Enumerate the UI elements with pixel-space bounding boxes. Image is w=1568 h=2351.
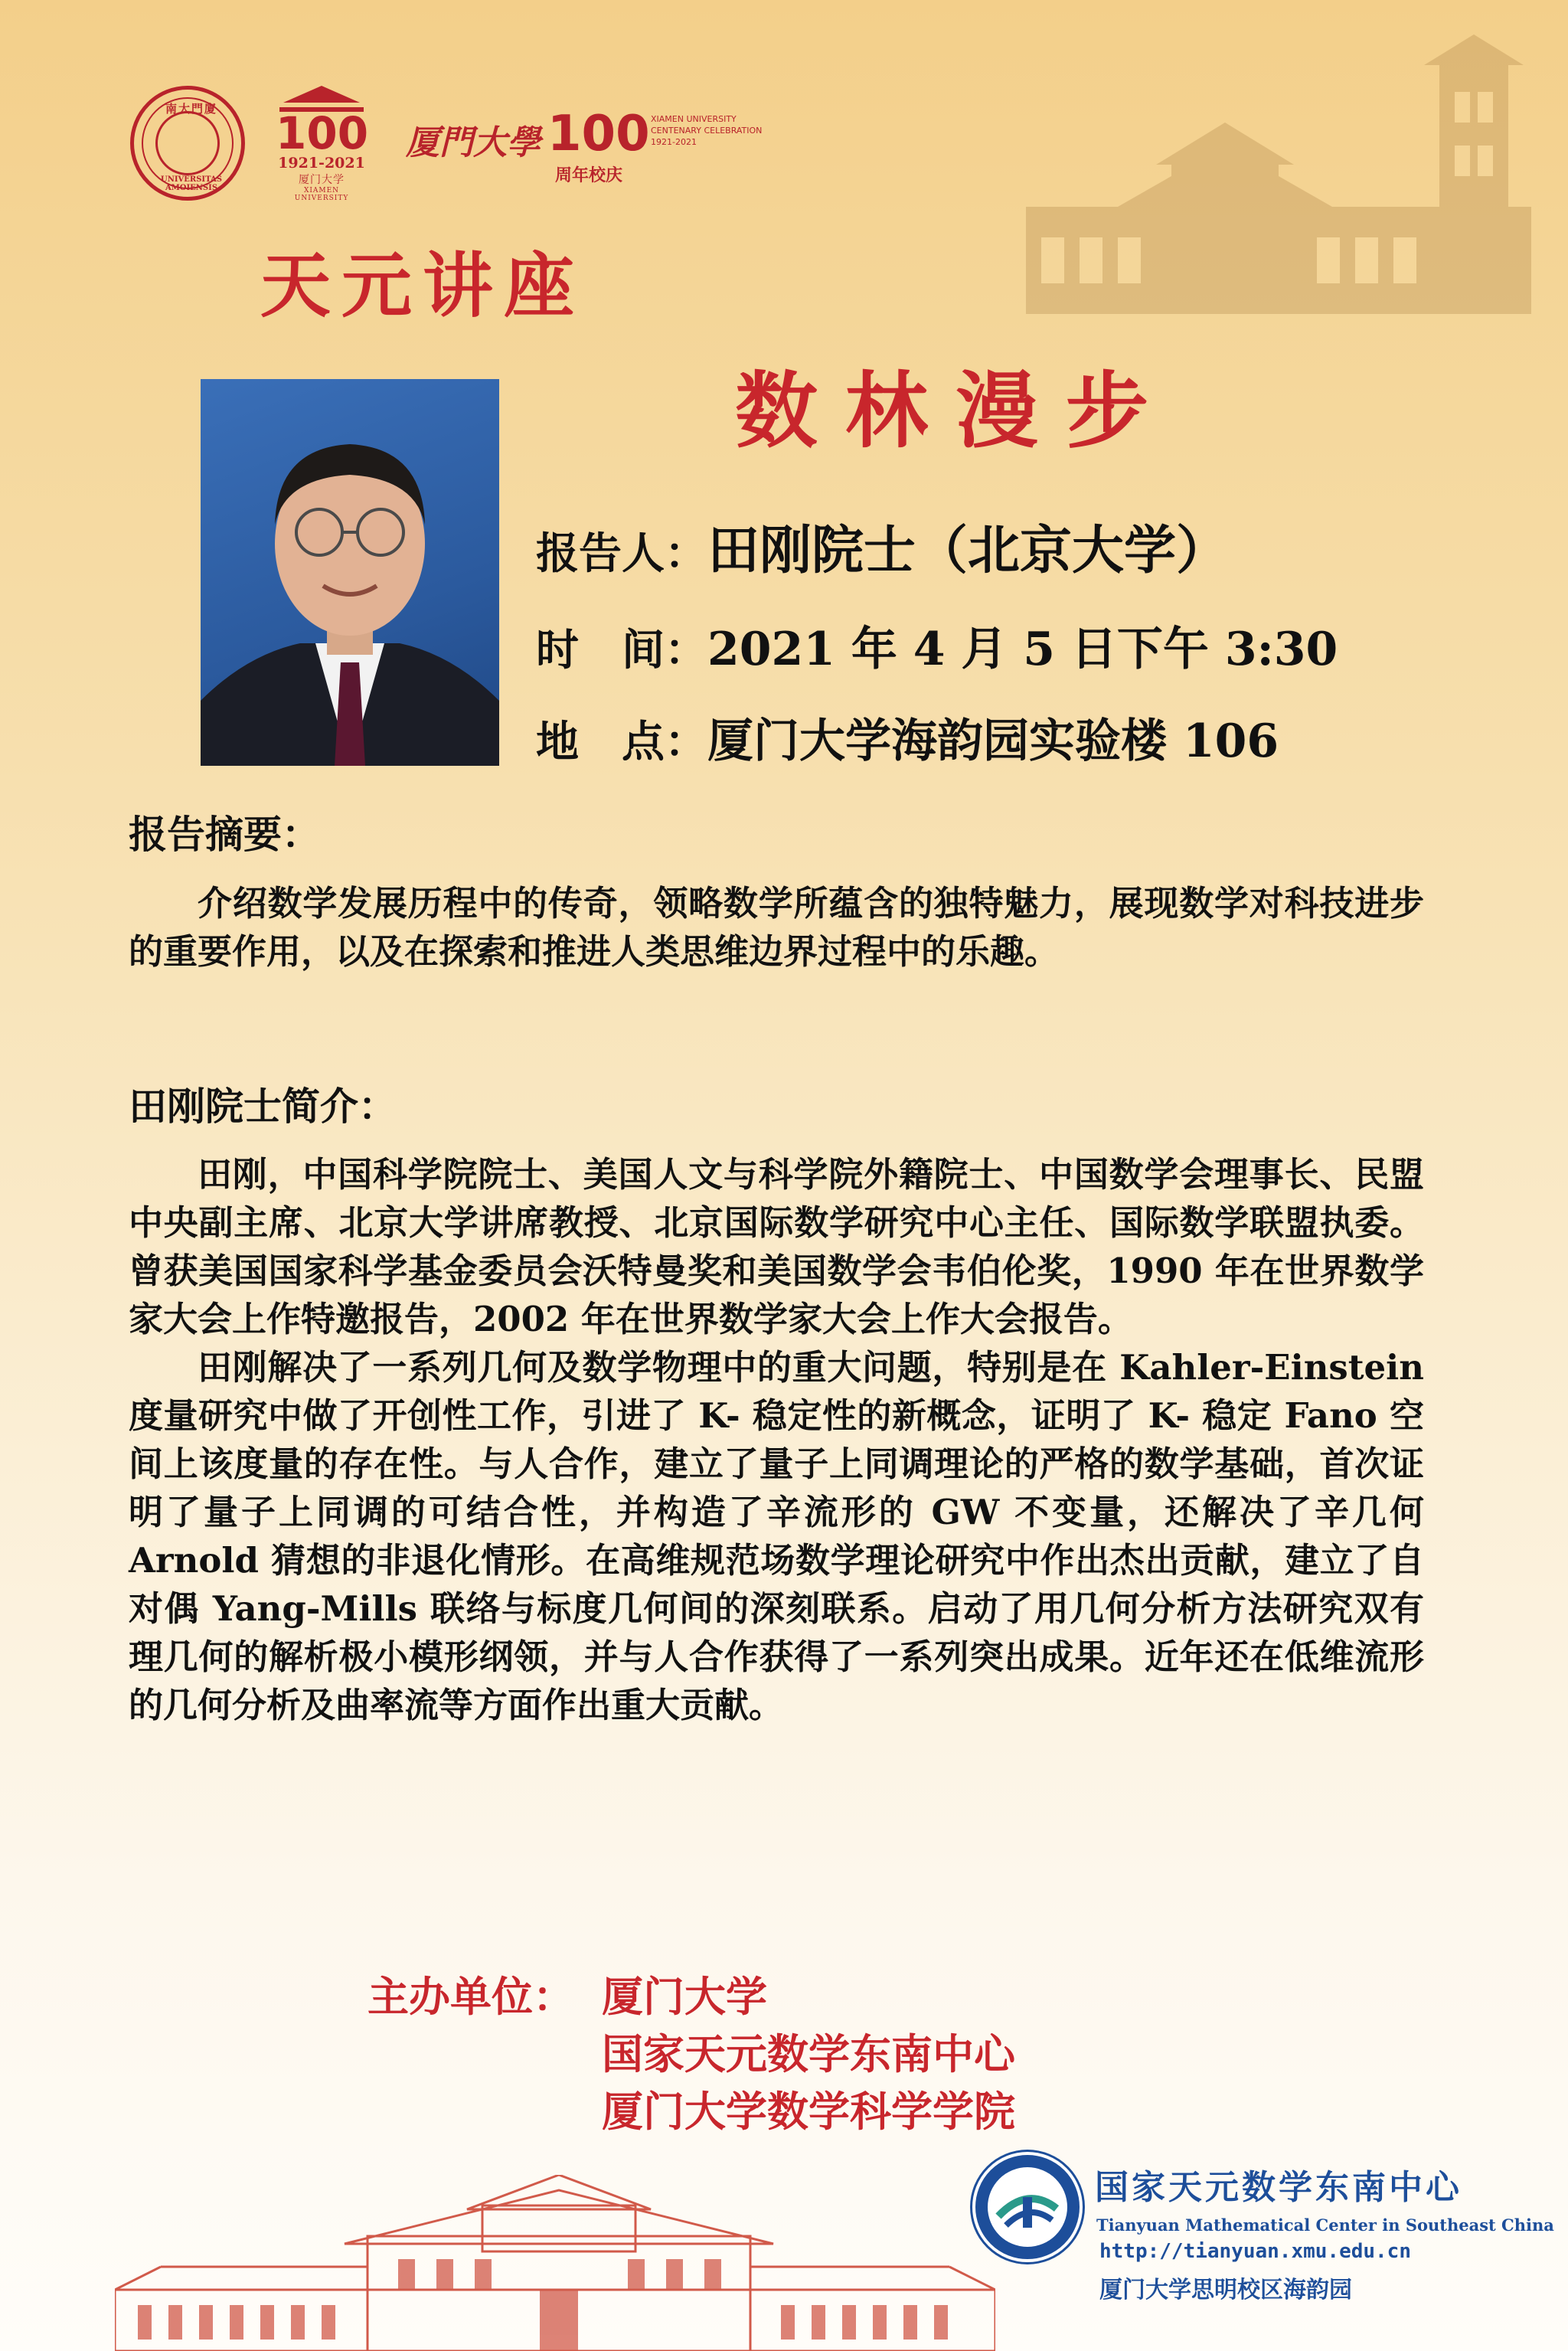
tianyuan-center-logo: [972, 2152, 1083, 2262]
venue-value: 厦门大学海韵园实验楼 106: [707, 714, 1279, 768]
centenary-en: XIAMEN UNIVERSITY: [294, 187, 349, 202]
seal-bottom-text: UNIVERSITAS AMOIENSIS: [160, 175, 222, 192]
centenary-100-logo: [276, 84, 368, 202]
center-name: 国家天元数学东南中心: [1095, 2168, 1462, 2207]
organizer-item: 厦门大学: [602, 1972, 767, 2021]
centenary-big-number: 100: [276, 107, 369, 159]
talk-title: 数林漫步: [735, 363, 1177, 459]
bio-paragraph-2: 田刚解决了一系列几何及数学物理中的重大问题，特别是在 Kahler-Einstein 度量研究中做了开创性工作，引进了 K- 稳定性的新概念，证明了 K- 稳定 Fano 空间上该度量的存在性。与人合作，建立了量子上同调理论的严格的数学基础，首次证明了量子上同调的可结合性，并构造了辛流形的 GW 不变量，还解决了辛几何 Arnold 猜想的非退化情形。在高维规范场数学理论研究中作出杰出贡献，建立了自对偶 Yang-Mills 联络与标度几何间的深刻联系。启动了用几何分析方法研究双有理几何的解析极小模形纲领，并与人合作获得了一系列突出成果。近年还在低维流形的几何分析及曲率流等方面作出重大贡献。: [129, 1347, 1424, 1725]
speaker-line: [536, 509, 1228, 584]
wordmark-number: 100: [547, 106, 650, 162]
campus-building-lineart: [115, 2175, 995, 2351]
time-line: [536, 613, 1338, 678]
bio-paragraph-1: 田刚，中国科学院院士、美国人文与科学院外籍院士、中国数学会理事长、民盟中央副主席、北京大学讲席教授、北京国际数学研究中心主任、国际数学联盟执委。曾获美国国家科学基金委员会沃特曼奖和美国数学会韦伯伦奖，1990 年在世界数学家大会上作特邀报告，2002 年在世界数学家大会上作大会报告。: [129, 1154, 1424, 1339]
organizer-item: 国家天元数学东南中心: [602, 2029, 1015, 2078]
gate-roof-icon: [279, 84, 364, 112]
abstract-body: [129, 879, 1424, 976]
series-title: 天元讲座: [260, 244, 586, 327]
university-seal-logo: [130, 86, 245, 201]
time-label: 时 间：: [536, 625, 707, 675]
organizers-label: 主办单位：: [368, 1972, 574, 2021]
speaker-label: 报告人：: [536, 528, 707, 579]
time-value: 2021 年 4 月 5 日下午 3:30: [707, 623, 1338, 676]
speaker-value: 田刚院士（北京大学）: [707, 520, 1229, 581]
speaker-photo: [201, 379, 499, 766]
center-address: 厦门大学思明校区海韵园: [1099, 2277, 1352, 2304]
centenary-years: 1921-2021: [278, 155, 365, 172]
centenary-wordmark: [406, 106, 763, 185]
bio-body: [129, 1150, 1424, 1729]
wordmark-en: XIAMEN UNIVERSITY CENTENARY CELEBRATION 1921-2021: [651, 114, 763, 147]
centenary-cn: 厦门大学: [299, 174, 345, 186]
wordmark-zh: 周年校庆: [555, 165, 623, 185]
organizer-item: 厦门大学数学科学学院: [602, 2087, 1015, 2136]
campus-building-watermark: [965, 31, 1568, 322]
abstract-heading: 报告摘要：: [129, 812, 320, 857]
center-name-en: Tianyuan Mathematical Center in Southeast China: [1096, 2215, 1554, 2235]
seal-top-text: 南大門廈: [165, 102, 217, 116]
center-url[interactable]: http://tianyuan.xmu.edu.cn: [1099, 2240, 1411, 2263]
venue-label: 地 点：: [536, 717, 707, 767]
abstract-text: 介绍数学发展历程中的传奇，领略数学所蕴含的独特魅力，展现数学对科技进步的重要作用，以及在探索和推进人类思维边界过程中的乐趣。: [129, 883, 1424, 972]
wordmark-cn: 厦門大學: [406, 123, 541, 162]
venue-line: [536, 705, 1279, 770]
bio-heading: 田刚院士简介：: [129, 1084, 397, 1129]
